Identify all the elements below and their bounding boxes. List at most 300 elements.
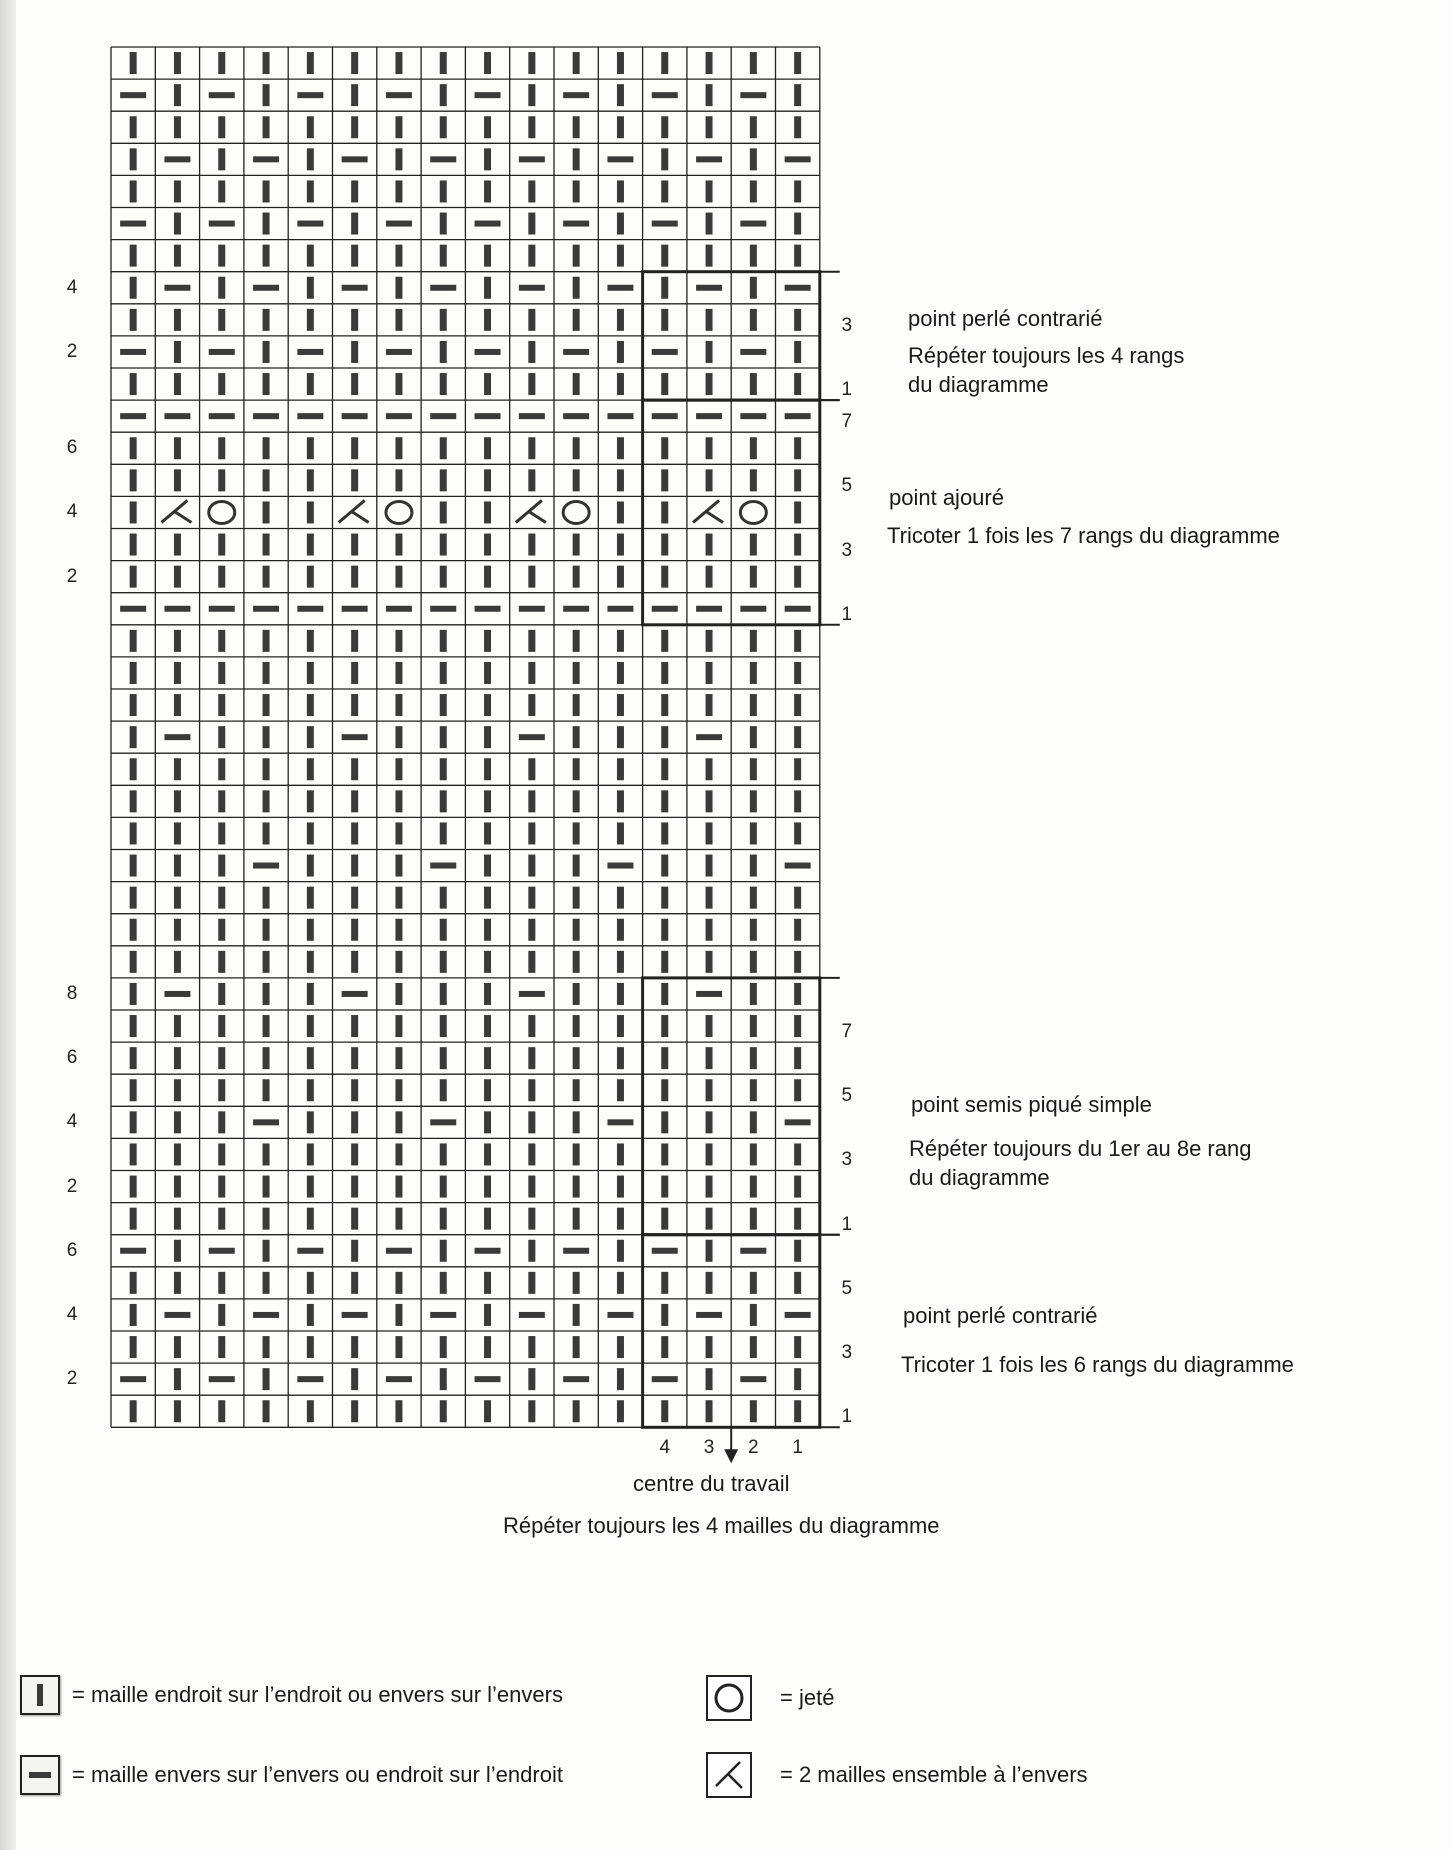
- knit-stitch-mark: [395, 919, 402, 941]
- knit-stitch-mark: [528, 180, 535, 202]
- knit-stitch-mark: [263, 341, 270, 363]
- knit-stitch-mark: [706, 373, 713, 395]
- row-number-left: 6: [66, 1047, 78, 1069]
- knit-stitch-mark: [218, 180, 225, 202]
- knit-stitch-mark: [218, 1079, 225, 1101]
- knit-stitch-mark: [661, 951, 668, 973]
- knit-stitch-mark: [661, 52, 668, 74]
- knit-stitch-mark: [440, 501, 447, 523]
- knit-stitch-mark: [794, 822, 801, 844]
- knit-stitch-mark: [395, 822, 402, 844]
- knit-stitch-mark: [440, 1079, 447, 1101]
- knit-stitch-mark: [395, 1111, 402, 1133]
- purl-stitch-mark: [120, 349, 146, 355]
- knit-stitch-mark: [263, 758, 270, 780]
- knit-stitch-mark: [130, 52, 137, 74]
- knit-stitch-mark: [484, 566, 491, 588]
- knit-stitch-mark: [794, 437, 801, 459]
- knit-stitch-mark: [706, 1079, 713, 1101]
- knit-stitch-mark: [218, 919, 225, 941]
- knit-stitch-mark: [307, 662, 314, 684]
- purl-stitch-mark: [430, 1119, 456, 1125]
- purl-stitch-mark: [785, 156, 811, 162]
- knit-stitch-mark: [484, 983, 491, 1005]
- purl-stitch-mark: [120, 1376, 146, 1382]
- row-number-left: 4: [66, 1303, 78, 1325]
- knit-stitch-mark: [263, 983, 270, 1005]
- purl-stitch-mark: [430, 413, 456, 419]
- knit-stitch-mark: [484, 1111, 491, 1133]
- knit-stitch-mark: [395, 1176, 402, 1198]
- knit-stitch-mark: [484, 694, 491, 716]
- knit-stitch-mark: [528, 245, 535, 267]
- knit-stitch-mark: [484, 116, 491, 138]
- knit-stitch-mark: [218, 758, 225, 780]
- knit-stitch-mark: [617, 919, 624, 941]
- knit-stitch-mark: [484, 501, 491, 523]
- knit-stitch-mark: [617, 566, 624, 588]
- knit-stitch-mark: [661, 887, 668, 909]
- knit-stitch-mark: [130, 1111, 137, 1133]
- purl-stitch-mark: [740, 1376, 766, 1382]
- knit-stitch-mark: [130, 180, 137, 202]
- knit-stitch-mark: [218, 1208, 225, 1230]
- purl-stitch-mark: [209, 1376, 235, 1382]
- knit-stitch-mark: [440, 245, 447, 267]
- knit-stitch-mark: [794, 1208, 801, 1230]
- knit-stitch-mark: [484, 951, 491, 973]
- knit-stitch-mark: [263, 1336, 270, 1358]
- purl-stitch-mark: [342, 156, 368, 162]
- knit-stitch-mark: [661, 148, 668, 170]
- knit-stitch-mark: [573, 822, 580, 844]
- knit-stitch-mark: [174, 84, 181, 106]
- knit-stitch-mark: [794, 758, 801, 780]
- knit-stitch-mark: [794, 662, 801, 684]
- knit-stitch-mark: [573, 52, 580, 74]
- knit-stitch-mark: [750, 1079, 757, 1101]
- row-number-right: 7: [841, 411, 853, 433]
- purl-stitch-mark: [563, 221, 589, 227]
- purl-stitch-mark: [607, 863, 633, 869]
- knit-stitch-mark: [528, 1111, 535, 1133]
- knit-stitch-mark: [794, 84, 801, 106]
- knit-stitch-mark: [661, 566, 668, 588]
- purl-stitch-mark: [652, 92, 678, 98]
- knit-stitch-mark: [351, 116, 358, 138]
- knit-stitch-mark: [794, 1047, 801, 1069]
- knit-stitch-mark: [573, 855, 580, 877]
- knit-stitch-mark: [484, 1143, 491, 1165]
- purl-stitch-mark: [342, 991, 368, 997]
- purl-stitch-mark: [696, 413, 722, 419]
- knit-stitch-mark: [617, 84, 624, 106]
- row-number-left: 4: [66, 501, 78, 523]
- knit-stitch-mark: [484, 855, 491, 877]
- knit-stitch-mark: [218, 855, 225, 877]
- purl-stitch-mark: [475, 606, 501, 612]
- knit-stitch-mark: [174, 1143, 181, 1165]
- knit-stitch-mark: [174, 52, 181, 74]
- knit-stitch-mark: [351, 1336, 358, 1358]
- knit-stitch-mark: [130, 373, 137, 395]
- knit-stitch-mark: [395, 52, 402, 74]
- knit-stitch-mark: [440, 630, 447, 652]
- knit-stitch-mark: [174, 1015, 181, 1037]
- knit-stitch-mark: [263, 822, 270, 844]
- knit-stitch-mark: [617, 1143, 624, 1165]
- purl-stitch-mark: [209, 221, 235, 227]
- knit-stitch-mark: [440, 84, 447, 106]
- knit-stitch-mark: [440, 1015, 447, 1037]
- knit-stitch-mark: [130, 277, 137, 299]
- knit-stitch-mark: [484, 1336, 491, 1358]
- knit-stitch-mark: [617, 1176, 624, 1198]
- purl-stitch-mark: [164, 1312, 190, 1318]
- knit-stitch-mark: [174, 309, 181, 331]
- knit-stitch-mark: [706, 1143, 713, 1165]
- knit-stitch-mark: [307, 758, 314, 780]
- knit-stitch-mark: [617, 887, 624, 909]
- purl-stitch-mark: [519, 285, 545, 291]
- knit-stitch-mark: [573, 758, 580, 780]
- knit-stitch-mark: [750, 726, 757, 748]
- knit-stitch-mark: [307, 1015, 314, 1037]
- knit-stitch-mark: [661, 1400, 668, 1422]
- knit-stitch-mark: [484, 1047, 491, 1069]
- knit-stitch-mark: [130, 951, 137, 973]
- knit-stitch-mark: [573, 566, 580, 588]
- knit-stitch-mark: [440, 180, 447, 202]
- purl-stitch-mark: [253, 156, 279, 162]
- knit-stitch-mark: [130, 437, 137, 459]
- knit-stitch-mark: [706, 213, 713, 235]
- knit-stitch-mark: [484, 919, 491, 941]
- knit-stitch-mark: [440, 1208, 447, 1230]
- knit-stitch-mark: [573, 309, 580, 331]
- knit-stitch-mark: [174, 373, 181, 395]
- purl-stitch-mark: [253, 413, 279, 419]
- purl-stitch-mark: [785, 413, 811, 419]
- knit-stitch-mark: [174, 1368, 181, 1390]
- knit-stitch-mark: [130, 566, 137, 588]
- knit-stitch-mark: [573, 1111, 580, 1133]
- knit-stitch-mark: [440, 566, 447, 588]
- knit-stitch-mark: [174, 213, 181, 235]
- knit-stitch-mark: [351, 52, 358, 74]
- knit-stitch-mark: [130, 630, 137, 652]
- knit-stitch-mark: [218, 437, 225, 459]
- knit-stitch-mark: [617, 1015, 624, 1037]
- knit-stitch-mark: [395, 309, 402, 331]
- knit-stitch-mark: [573, 1143, 580, 1165]
- knit-stitch-mark: [395, 951, 402, 973]
- knit-stitch-mark: [130, 1304, 137, 1326]
- knit-stitch-mark: [440, 1400, 447, 1422]
- knit-stitch-mark: [130, 534, 137, 556]
- knit-stitch-mark: [750, 919, 757, 941]
- knit-stitch-mark: [617, 983, 624, 1005]
- knit-stitch-mark: [263, 1176, 270, 1198]
- knit-stitch-mark: [351, 566, 358, 588]
- legend-knit-text: = maille endroit sur l’endroit ou envers sur l’envers: [72, 1682, 563, 1707]
- knit-stitch-mark: [573, 790, 580, 812]
- knit-stitch-mark: [440, 469, 447, 491]
- knit-stitch-mark: [307, 1111, 314, 1133]
- knit-stitch-mark: [307, 1047, 314, 1069]
- knit-stitch-mark: [617, 180, 624, 202]
- knit-stitch-mark: [218, 309, 225, 331]
- row-number-left: 8: [66, 982, 78, 1004]
- knit-stitch-mark: [351, 1015, 358, 1037]
- column-number: 4: [659, 1437, 671, 1459]
- purl-stitch-mark: [785, 606, 811, 612]
- purl-stitch-mark: [785, 1312, 811, 1318]
- purl-stitch-mark: [342, 734, 368, 740]
- knit-stitch-mark: [395, 1208, 402, 1230]
- knit-stitch-mark: [661, 1304, 668, 1326]
- knit-stitch-mark: [395, 790, 402, 812]
- knit-stitch-mark: [351, 790, 358, 812]
- knit-stitch-mark: [174, 1208, 181, 1230]
- row-number-right: 7: [841, 1021, 853, 1043]
- knit-stitch-mark: [617, 1240, 624, 1262]
- purl-stitch-mark: [607, 1119, 633, 1125]
- knit-stitch-mark: [706, 1208, 713, 1230]
- purl-stitch-mark: [607, 413, 633, 419]
- row-number-right: 1: [841, 1213, 853, 1235]
- knit-stitch-mark: [750, 534, 757, 556]
- purl-stitch-mark: [253, 606, 279, 612]
- knit-stitch-mark: [794, 213, 801, 235]
- purl-stitch-mark: [430, 863, 456, 869]
- purl-stitch-mark: [696, 1312, 722, 1318]
- knit-stitch-mark: [307, 180, 314, 202]
- knit-stitch-mark: [440, 116, 447, 138]
- purl-stitch-mark: [342, 413, 368, 419]
- legend-yo-text: = jeté: [780, 1685, 835, 1710]
- knit-stitch-mark: [794, 951, 801, 973]
- knit-stitch-mark: [794, 630, 801, 652]
- knit-stitch-mark: [750, 1336, 757, 1358]
- knit-stitch-mark: [528, 1368, 535, 1390]
- purl-stitch-mark: [253, 863, 279, 869]
- knit-stitch-mark: [307, 52, 314, 74]
- knit-stitch-mark: [263, 213, 270, 235]
- knit-stitch-mark: [750, 469, 757, 491]
- knit-stitch-mark: [307, 1176, 314, 1198]
- knit-stitch-mark: [395, 277, 402, 299]
- purl-stitch-mark: [519, 991, 545, 997]
- knit-stitch-mark: [174, 919, 181, 941]
- knit-stitch-mark: [573, 951, 580, 973]
- knit-stitch-mark: [395, 758, 402, 780]
- purl-stitch-mark: [696, 156, 722, 162]
- purl-stitch-mark: [519, 156, 545, 162]
- purl-stitch-mark: [652, 1248, 678, 1254]
- knit-stitch-mark: [130, 116, 137, 138]
- knit-stitch-mark: [528, 1272, 535, 1294]
- knit-stitch-mark: [617, 245, 624, 267]
- knit-stitch-mark: [174, 1111, 181, 1133]
- knit-stitch-mark: [706, 1240, 713, 1262]
- section3-instruction-2: du diagramme: [909, 1165, 1050, 1190]
- knit-stitch-mark: [263, 437, 270, 459]
- knit-stitch-mark: [661, 1079, 668, 1101]
- knit-stitch-mark: [263, 84, 270, 106]
- knit-stitch-mark: [440, 1240, 447, 1262]
- knit-stitch-mark: [130, 855, 137, 877]
- purl-stitch-mark: [297, 1248, 323, 1254]
- row-number-right: 1: [841, 1406, 853, 1428]
- knit-stitch-mark: [661, 1047, 668, 1069]
- knit-stitch-mark: [706, 566, 713, 588]
- knit-stitch-mark: [528, 469, 535, 491]
- knit-stitch-mark: [484, 469, 491, 491]
- knit-stitch-mark: [395, 855, 402, 877]
- knit-stitch-mark: [307, 309, 314, 331]
- knit-stitch-mark: [573, 437, 580, 459]
- knit-stitch-mark: [750, 855, 757, 877]
- knit-stitch-mark: [661, 1208, 668, 1230]
- knit-stitch-mark: [263, 534, 270, 556]
- knit-stitch-mark: [794, 983, 801, 1005]
- knit-stitch-mark: [130, 1272, 137, 1294]
- knit-stitch-mark: [528, 630, 535, 652]
- knit-stitch-mark: [307, 245, 314, 267]
- knit-stitch-mark: [218, 566, 225, 588]
- purl-stitch-mark: [209, 349, 235, 355]
- knit-stitch-mark: [706, 1111, 713, 1133]
- knit-stitch-mark: [351, 694, 358, 716]
- row-number-left: 2: [66, 1175, 78, 1197]
- purl-stitch-mark: [652, 1376, 678, 1382]
- knit-stitch-mark: [706, 694, 713, 716]
- knit-stitch-mark: [307, 855, 314, 877]
- knit-stitch-mark: [440, 726, 447, 748]
- purl-stitch-mark: [297, 349, 323, 355]
- knit-stitch-mark: [484, 180, 491, 202]
- knit-stitch-mark: [263, 790, 270, 812]
- knit-stitch-mark: [573, 694, 580, 716]
- knit-stitch-mark: [395, 983, 402, 1005]
- knit-stitch-mark: [706, 309, 713, 331]
- purl-stitch-mark: [430, 156, 456, 162]
- knit-stitch-mark: [750, 1111, 757, 1133]
- knit-stitch-mark: [484, 1208, 491, 1230]
- knit-stitch-mark: [395, 887, 402, 909]
- knit-stitch-mark: [351, 1272, 358, 1294]
- knit-stitch-mark: [351, 1368, 358, 1390]
- knit-stitch-mark: [617, 373, 624, 395]
- knit-stitch-mark: [174, 245, 181, 267]
- knit-stitch-mark: [130, 887, 137, 909]
- legend-yo: [706, 1675, 834, 1721]
- purl-stitch-mark: [209, 1248, 235, 1254]
- knit-stitch-mark: [218, 951, 225, 973]
- knit-stitch-mark: [351, 84, 358, 106]
- knit-stitch-mark: [661, 116, 668, 138]
- knit-stitch-mark: [484, 437, 491, 459]
- knit-stitch-mark: [573, 630, 580, 652]
- knit-stitch-mark: [528, 1240, 535, 1262]
- knit-stitch-mark: [661, 919, 668, 941]
- knit-stitch-mark: [130, 726, 137, 748]
- knit-stitch-mark: [351, 1143, 358, 1165]
- knit-stitch-mark: [661, 726, 668, 748]
- knit-stitch-mark: [750, 983, 757, 1005]
- yarn-over-mark: [209, 501, 235, 523]
- knit-stitch-mark: [617, 1336, 624, 1358]
- knit-stitch-mark: [263, 951, 270, 973]
- knit-stitch-mark: [440, 887, 447, 909]
- p2tog-icon: [706, 1752, 752, 1798]
- knit-stitch-mark: [395, 148, 402, 170]
- knit-symbol-icon: [20, 1675, 60, 1715]
- knit-stitch-mark: [218, 52, 225, 74]
- knit-stitch-mark: [661, 309, 668, 331]
- knit-stitch-mark: [794, 566, 801, 588]
- centre-arrow-icon: [724, 1449, 738, 1463]
- knit-stitch-mark: [706, 855, 713, 877]
- section3-instruction: Répéter toujours du 1er au 8e rang: [909, 1136, 1252, 1161]
- knit-stitch-mark: [750, 758, 757, 780]
- knit-stitch-mark: [218, 1015, 225, 1037]
- knit-stitch-mark: [706, 1336, 713, 1358]
- knit-stitch-mark: [484, 1079, 491, 1101]
- knit-stitch-mark: [218, 1176, 225, 1198]
- knit-stitch-mark: [130, 822, 137, 844]
- knit-stitch-mark: [528, 758, 535, 780]
- knit-stitch-mark: [750, 822, 757, 844]
- knit-stitch-mark: [750, 373, 757, 395]
- knit-stitch-mark: [750, 1143, 757, 1165]
- knit-stitch-mark: [706, 469, 713, 491]
- purl-stitch-mark: [164, 285, 190, 291]
- knit-stitch-mark: [218, 1143, 225, 1165]
- knit-stitch-mark: [617, 951, 624, 973]
- knit-stitch-mark: [528, 309, 535, 331]
- knit-stitch-mark: [484, 52, 491, 74]
- yarn-over-icon: [706, 1675, 752, 1721]
- knit-stitch-mark: [794, 341, 801, 363]
- purl-stitch-mark: [740, 606, 766, 612]
- knit-stitch-mark: [130, 309, 137, 331]
- knit-stitch-mark: [750, 277, 757, 299]
- knit-stitch-mark: [263, 566, 270, 588]
- knit-stitch-mark: [263, 1400, 270, 1422]
- knit-stitch-mark: [307, 1304, 314, 1326]
- knit-stitch-mark: [706, 1400, 713, 1422]
- knit-stitch-mark: [617, 309, 624, 331]
- row-number-left: 2: [66, 340, 78, 362]
- knit-stitch-mark: [395, 1272, 402, 1294]
- purl-stitch-mark: [475, 1376, 501, 1382]
- purl-stitch-mark: [740, 221, 766, 227]
- knit-stitch-mark: [528, 566, 535, 588]
- knit-stitch-mark: [706, 1368, 713, 1390]
- purl-stitch-mark: [120, 92, 146, 98]
- purl-stitch-mark: [652, 349, 678, 355]
- purl-stitch-mark: [740, 349, 766, 355]
- repeat-instruction: Répéter toujours les 4 mailles du diagramme: [503, 1513, 940, 1538]
- knit-stitch-mark: [440, 1143, 447, 1165]
- knit-stitch-mark: [174, 1047, 181, 1069]
- knit-stitch-mark: [750, 694, 757, 716]
- purl-stitch-mark: [430, 606, 456, 612]
- knit-stitch-mark: [750, 1272, 757, 1294]
- knit-stitch-mark: [174, 534, 181, 556]
